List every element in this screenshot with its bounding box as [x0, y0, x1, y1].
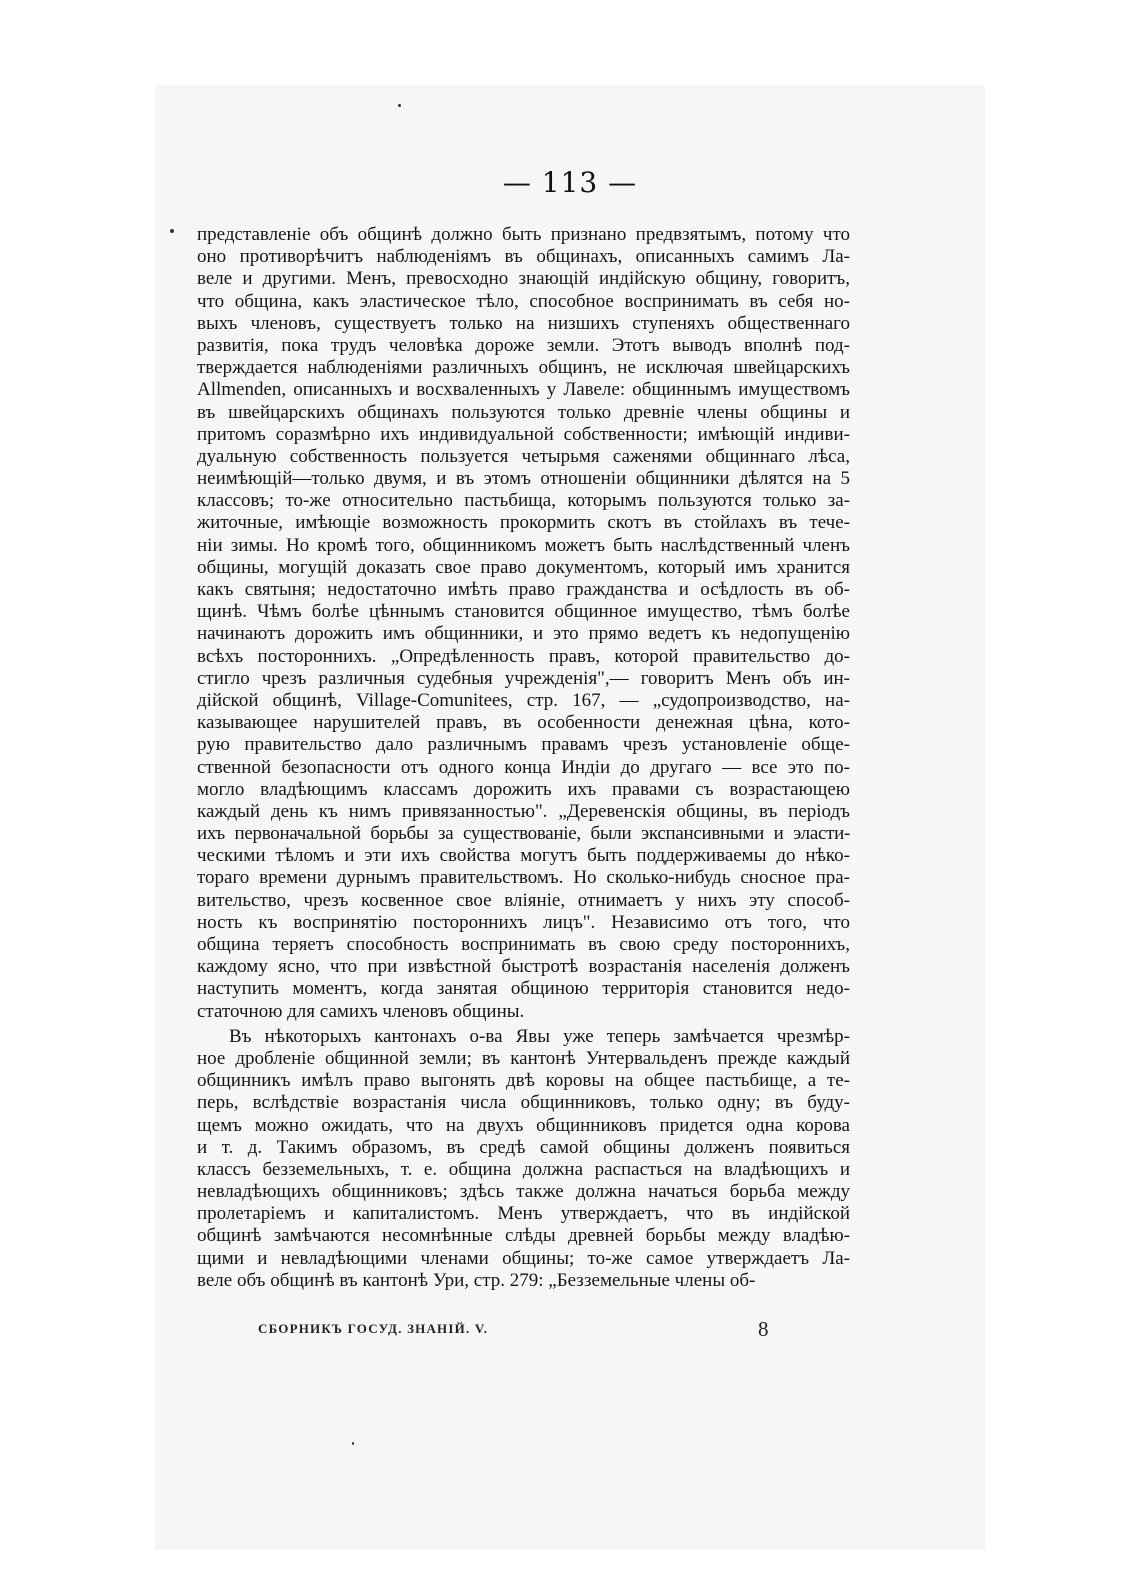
text-line: щими и невладѣющими членами общины; то-же самое утверждаетъ Ла- — [197, 1247, 850, 1269]
text-line: дійской общинѣ, Village-Comunitees, стр. 167, — „судопроизводство, на- — [197, 689, 850, 711]
text-line: общины, могущій доказать свое право документомъ, который имъ хранится — [197, 556, 850, 578]
text-line: общинникъ имѣлъ право выгонять двѣ коровы на общее пастьбище, а те- — [197, 1070, 850, 1092]
text-line: неимѣющій—только двумя, и въ этомъ отношеніи общинники дѣлятся на 5 — [197, 468, 850, 490]
text-line: притомъ соразмѣрно ихъ индивидуальной собственности; имѣющій индиви- — [197, 423, 850, 445]
text-line: что община, какъ эластическое тѣло, способное воспринимать въ себя но- — [197, 290, 850, 312]
text-line: классовъ; то-же относительно пастьбища, которымъ пользуются только за- — [197, 490, 850, 512]
text-line: стигло чрезъ различныя судебныя учрежденія",— говоритъ Менъ объ ин- — [197, 667, 850, 689]
text-line: щемъ можно ожидать, что на двухъ общинниковъ придется одна корова — [197, 1114, 850, 1136]
text-line: казывающее нарушителей правъ, въ особенности денежная цѣна, кото- — [197, 712, 850, 734]
text-line: веле и другими. Менъ, превосходно знающій индійскую общину, говоритъ, — [197, 268, 850, 290]
text-line: въ швейцарскихъ общинахъ пользуются только древніе члены общины и — [197, 401, 850, 423]
text-line: и т. д. Такимъ образомъ, въ средѣ самой общины долженъ появиться — [197, 1136, 850, 1158]
text-line: щинѣ. Чѣмъ болѣе цѣннымъ становится общинное имущество, тѣмъ болѣе — [197, 601, 850, 623]
text-line: перь, вслѣдствіе возрастанія числа общинниковъ, только одну; въ буду- — [197, 1092, 850, 1114]
text-line: классъ безземельныхъ, т. е. община должна распасться на владѣющихъ и — [197, 1158, 850, 1180]
text-line: всѣхъ постороннихъ. „Опредѣленность правъ, которой правительство до- — [197, 645, 850, 667]
text-line: представленіе объ общинѣ должно быть признано предвзятымъ, потому что — [197, 224, 850, 245]
text-line: ческими тѣломъ и эти ихъ свойства могутъ быть поддерживаемы до нѣко- — [197, 845, 850, 867]
text-line: дуальную собственность пользуется четырьмя саженями общиннаго лѣса, — [197, 445, 850, 467]
text-line: Allmenden, описанныхъ и восхваленныхъ у Лавеле: общиннымъ имуществомъ — [197, 379, 850, 401]
body-text — [197, 224, 850, 1292]
text-line: ственной безопасности отъ одного конца Индіи до другаго — все это по- — [197, 756, 850, 778]
text-line: тораго времени дурнымъ правительствомъ. Но сколько-нибудь сносное пра- — [197, 867, 850, 889]
text-line: каждому ясно, что при извѣстной быстротѣ возрастанія населенія долженъ — [197, 956, 850, 978]
text-line: община теряетъ способность воспринимать въ свою среду постороннихъ, — [197, 934, 850, 955]
page-footer — [258, 1317, 778, 1341]
text-line: общинѣ замѣчаются несомнѣнные слѣды древней борьбы между владѣю- — [197, 1225, 850, 1247]
text-line: вительство, чрезъ косвенное свое вліяніе, отнимаетъ у нихъ эту способ- — [197, 889, 850, 911]
text-line: невладѣющихъ общинниковъ; здѣсь также должна начаться борьба между — [197, 1181, 850, 1203]
scan-speck — [170, 229, 174, 233]
text-line: тверждается наблюденіями различныхъ общинъ, не исключая швейцарскихъ — [197, 357, 850, 379]
scan-speck — [398, 104, 401, 107]
text-line: веле объ общинѣ въ кантонѣ Ури, стр. 279: „Безземельные члены об- — [197, 1269, 756, 1291]
text-line: статочною для самихъ членовъ общины. — [197, 1000, 525, 1022]
printer-signature-mark: 8 — [758, 1317, 769, 1341]
text-line: пролетаріемъ и капиталистомъ. Менъ утверждаетъ, что въ индійской — [197, 1203, 850, 1225]
text-line: каждый день къ нимъ привязанностью". „Деревенскія общины, въ періодъ — [197, 800, 850, 822]
text-line: житочные, имѣющіе возможность прокормить скотъ въ стойлахъ въ тече- — [197, 512, 850, 534]
text-line: выхъ членовъ, существуетъ только на низшихъ ступеняхъ общественнаго — [197, 312, 850, 334]
text-line: наступить моментъ, когда занятая общиною территорія становится недо- — [197, 978, 850, 1000]
text-line: развитія, пока трудъ человѣка дороже земли. Этотъ выводъ вполнѣ под- — [197, 334, 850, 356]
paragraph — [197, 1026, 850, 1292]
text-line: рую правительство дало различнымъ правамъ чрезъ установленіе обще- — [197, 734, 850, 756]
text-line: какъ святыня; недостаточно имѣть право гражданства и осѣдлость въ об- — [197, 579, 850, 600]
text-line: ніи зимы. Но кромѣ того, общинникомъ можетъ быть наслѣдственный членъ — [197, 534, 850, 556]
scan-speck — [352, 1442, 354, 1445]
footer-collection-title: СБОРНИКЪ ГОСУД. ЗНАНІЙ. V. — [258, 1321, 489, 1336]
page-number-header: — 113 — — [502, 166, 638, 199]
text-line: оно противорѣчитъ наблюденіямъ въ общинахъ, описанныхъ самимъ Ла- — [197, 246, 850, 268]
text-line: Въ нѣкоторыхъ кантонахъ о-ва Явы уже теперь замѣчается чрезмѣр- — [229, 1025, 850, 1047]
text-line: могло владѣющимъ классамъ дорожить ихъ правами съ возрастающею — [197, 778, 850, 800]
text-line: начинаютъ дорожить имъ общинники, и это прямо ведетъ къ недопущенію — [197, 623, 850, 645]
paragraph — [197, 224, 850, 1023]
text-line: ное дробленіе общинной земли; въ кантонѣ Унтервальденъ прежде каждый — [197, 1047, 850, 1069]
text-line: ихъ первоначальной борьбы за существованіе, были экспансивными и эласти- — [197, 823, 850, 845]
text-line: ность къ воспринятію постороннихъ лицъ". Независимо отъ того, что — [197, 911, 850, 933]
